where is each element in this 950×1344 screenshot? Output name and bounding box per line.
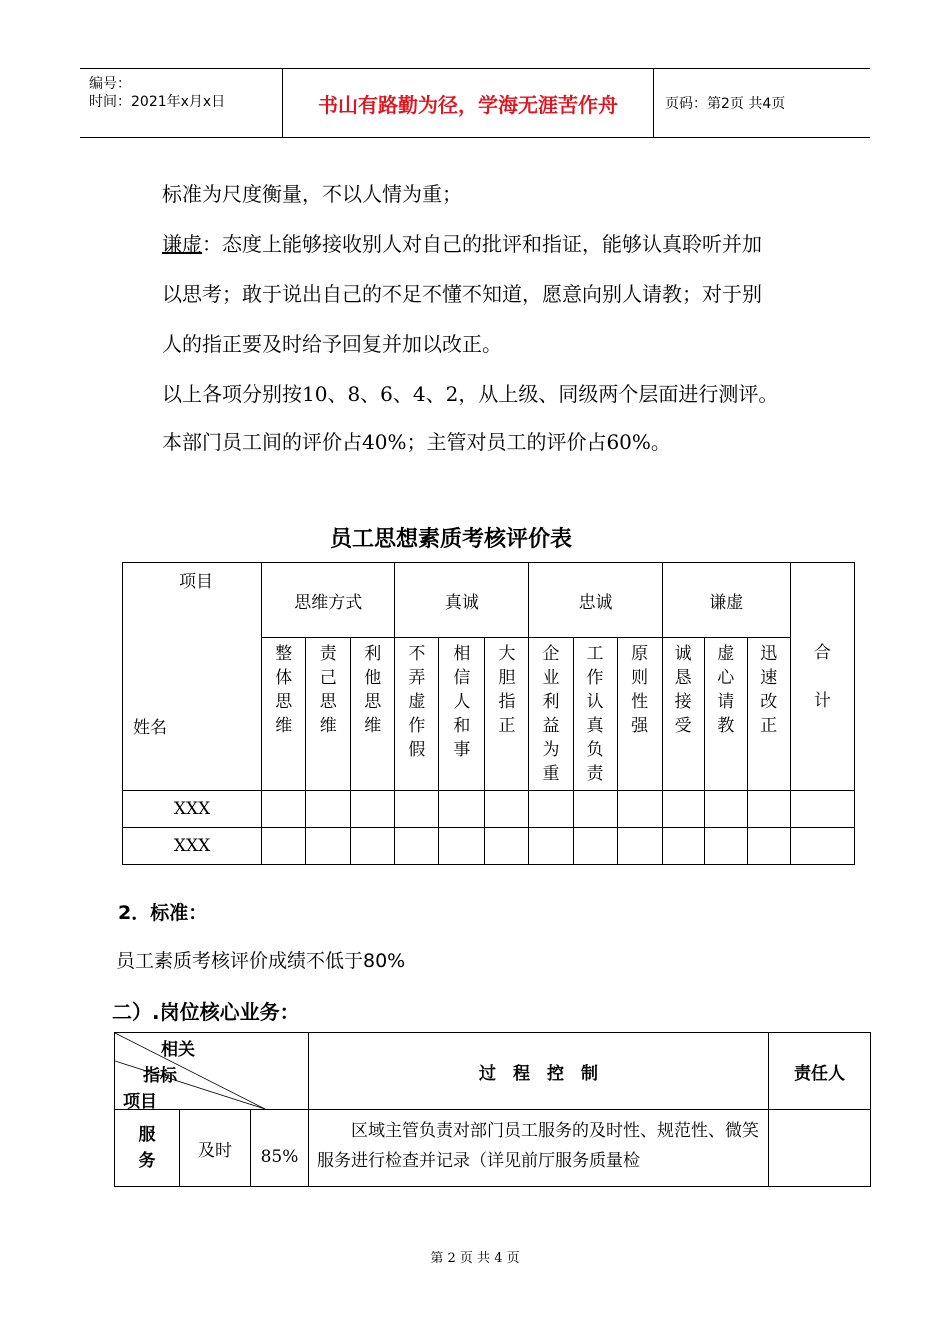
owner-cell[interactable] bbox=[769, 1110, 871, 1187]
name-label: 姓名 bbox=[133, 718, 167, 738]
sub-header: 整 体 思 维 bbox=[262, 638, 306, 791]
total-cell[interactable] bbox=[790, 791, 854, 828]
paragraph-3: 以思考；敢于说出自己的不足不懂不知道，愿意向别人请教；对于别 bbox=[162, 282, 762, 306]
process-description: 区域主管负责对部门员工服务的及时性、规范性、微笑服务进行检查并记录（详见前厅服务质量检 bbox=[309, 1110, 769, 1187]
total-header: 合 计 bbox=[790, 563, 854, 791]
paragraph-4: 人的指正要及时给予回复并加以改正。 bbox=[162, 332, 502, 356]
score-cell[interactable] bbox=[395, 828, 439, 865]
sub-header: 原 则 性 强 bbox=[617, 638, 662, 791]
group-loyalty: 忠诚 bbox=[529, 563, 662, 638]
sub-header: 大 胆 指 正 bbox=[485, 638, 529, 791]
score-cell[interactable] bbox=[306, 791, 351, 828]
table-row bbox=[123, 828, 855, 865]
process-control-header: 过 程 控 制 bbox=[309, 1033, 769, 1110]
score-cell[interactable] bbox=[747, 791, 790, 828]
group-sincerity: 真诚 bbox=[395, 563, 529, 638]
employee-name: XXX bbox=[123, 791, 262, 828]
group-thinking: 思维方式 bbox=[262, 563, 395, 638]
diagonal-header-cell bbox=[115, 1033, 309, 1110]
score-cell[interactable] bbox=[485, 791, 529, 828]
sub-header: 不 弄 虚 作 假 bbox=[395, 638, 439, 791]
score-cell[interactable] bbox=[351, 828, 395, 865]
score-cell[interactable] bbox=[351, 791, 395, 828]
score-cell[interactable] bbox=[439, 791, 485, 828]
timeliness-value: 85% bbox=[251, 1110, 309, 1187]
paragraph-5: 以上各项分别按10、8、6、4、2，从上级、同级两个层面进行测评。 bbox=[162, 382, 779, 406]
sub-header: 企 业 利 益 为 重 bbox=[529, 638, 573, 791]
term-humility: 谦虚 bbox=[162, 232, 202, 256]
sub-header: 工 作 认 真 负 责 bbox=[573, 638, 617, 791]
paragraph-2-text: ：态度上能够接收别人对自己的批评和指证，能够认真聆听并加 bbox=[202, 232, 762, 256]
score-cell[interactable] bbox=[617, 828, 662, 865]
sub-header: 相 信 人 和 事 bbox=[439, 638, 485, 791]
sub-header: 诚 恳 接 受 bbox=[662, 638, 704, 791]
score-cell[interactable] bbox=[573, 791, 617, 828]
score-cell[interactable] bbox=[662, 828, 704, 865]
header-item-name-cell bbox=[123, 563, 262, 791]
score-cell[interactable] bbox=[704, 828, 747, 865]
score-cell[interactable] bbox=[395, 791, 439, 828]
score-cell[interactable] bbox=[662, 791, 704, 828]
section-core-business-heading: 二）.岗位核心业务： bbox=[112, 1000, 300, 1024]
score-cell[interactable] bbox=[262, 828, 306, 865]
evaluation-table bbox=[122, 562, 855, 865]
sub-header: 迅 速 改 正 bbox=[747, 638, 790, 791]
sub-header: 责 己 思 维 bbox=[306, 638, 351, 791]
score-cell[interactable] bbox=[529, 828, 573, 865]
employee-name: XXX bbox=[123, 828, 262, 865]
paragraph-6: 本部门员工间的评价占40%；主管对员工的评价占60%。 bbox=[162, 430, 671, 454]
diag-label-related: 相关 bbox=[161, 1040, 195, 1060]
diag-label-item: 项目 bbox=[123, 1092, 157, 1112]
owner-header: 责任人 bbox=[769, 1033, 871, 1110]
group-humility: 谦虚 bbox=[662, 563, 790, 638]
score-cell[interactable] bbox=[439, 828, 485, 865]
table1-title: 员工思想素质考核评价表 bbox=[329, 527, 572, 552]
table-row bbox=[115, 1110, 871, 1187]
paragraph-2 bbox=[162, 228, 762, 257]
total-cell[interactable] bbox=[790, 828, 854, 865]
score-cell[interactable] bbox=[704, 791, 747, 828]
page-header bbox=[80, 68, 870, 138]
header-motto: 书山有路勤为径，学海无涯苦作舟 bbox=[283, 69, 654, 137]
header-page-info: 页码：第2页 共4页 bbox=[665, 96, 786, 112]
table-row bbox=[123, 791, 855, 828]
score-cell[interactable] bbox=[306, 828, 351, 865]
paragraph-1: 标准为尺度衡量，不以人情为重； bbox=[162, 182, 462, 206]
score-cell[interactable] bbox=[747, 828, 790, 865]
item-label: 项目 bbox=[179, 572, 213, 592]
time-label: 时间：2021年x月x日 bbox=[89, 94, 226, 110]
score-cell[interactable] bbox=[485, 828, 529, 865]
header-meta bbox=[80, 69, 283, 137]
score-cell[interactable] bbox=[262, 791, 306, 828]
score-cell[interactable] bbox=[529, 791, 573, 828]
sub-header: 虚 心 请 教 bbox=[704, 638, 747, 791]
diag-label-indicator: 指标 bbox=[143, 1066, 177, 1086]
section-standard-text: 员工素质考核评价成绩不低于80% bbox=[116, 950, 406, 972]
page-footer: 第 2 页 共 4 页 bbox=[430, 1251, 520, 1266]
section-standard-heading: 2．标准： bbox=[118, 902, 208, 924]
score-cell[interactable] bbox=[617, 791, 662, 828]
sub-header: 利 他 思 维 bbox=[351, 638, 395, 791]
timeliness-label: 及时 bbox=[180, 1110, 251, 1187]
service-label: 服 务 bbox=[115, 1110, 180, 1187]
score-cell[interactable] bbox=[573, 828, 617, 865]
code-label: 编号： bbox=[89, 76, 131, 92]
core-business-table bbox=[114, 1032, 871, 1187]
